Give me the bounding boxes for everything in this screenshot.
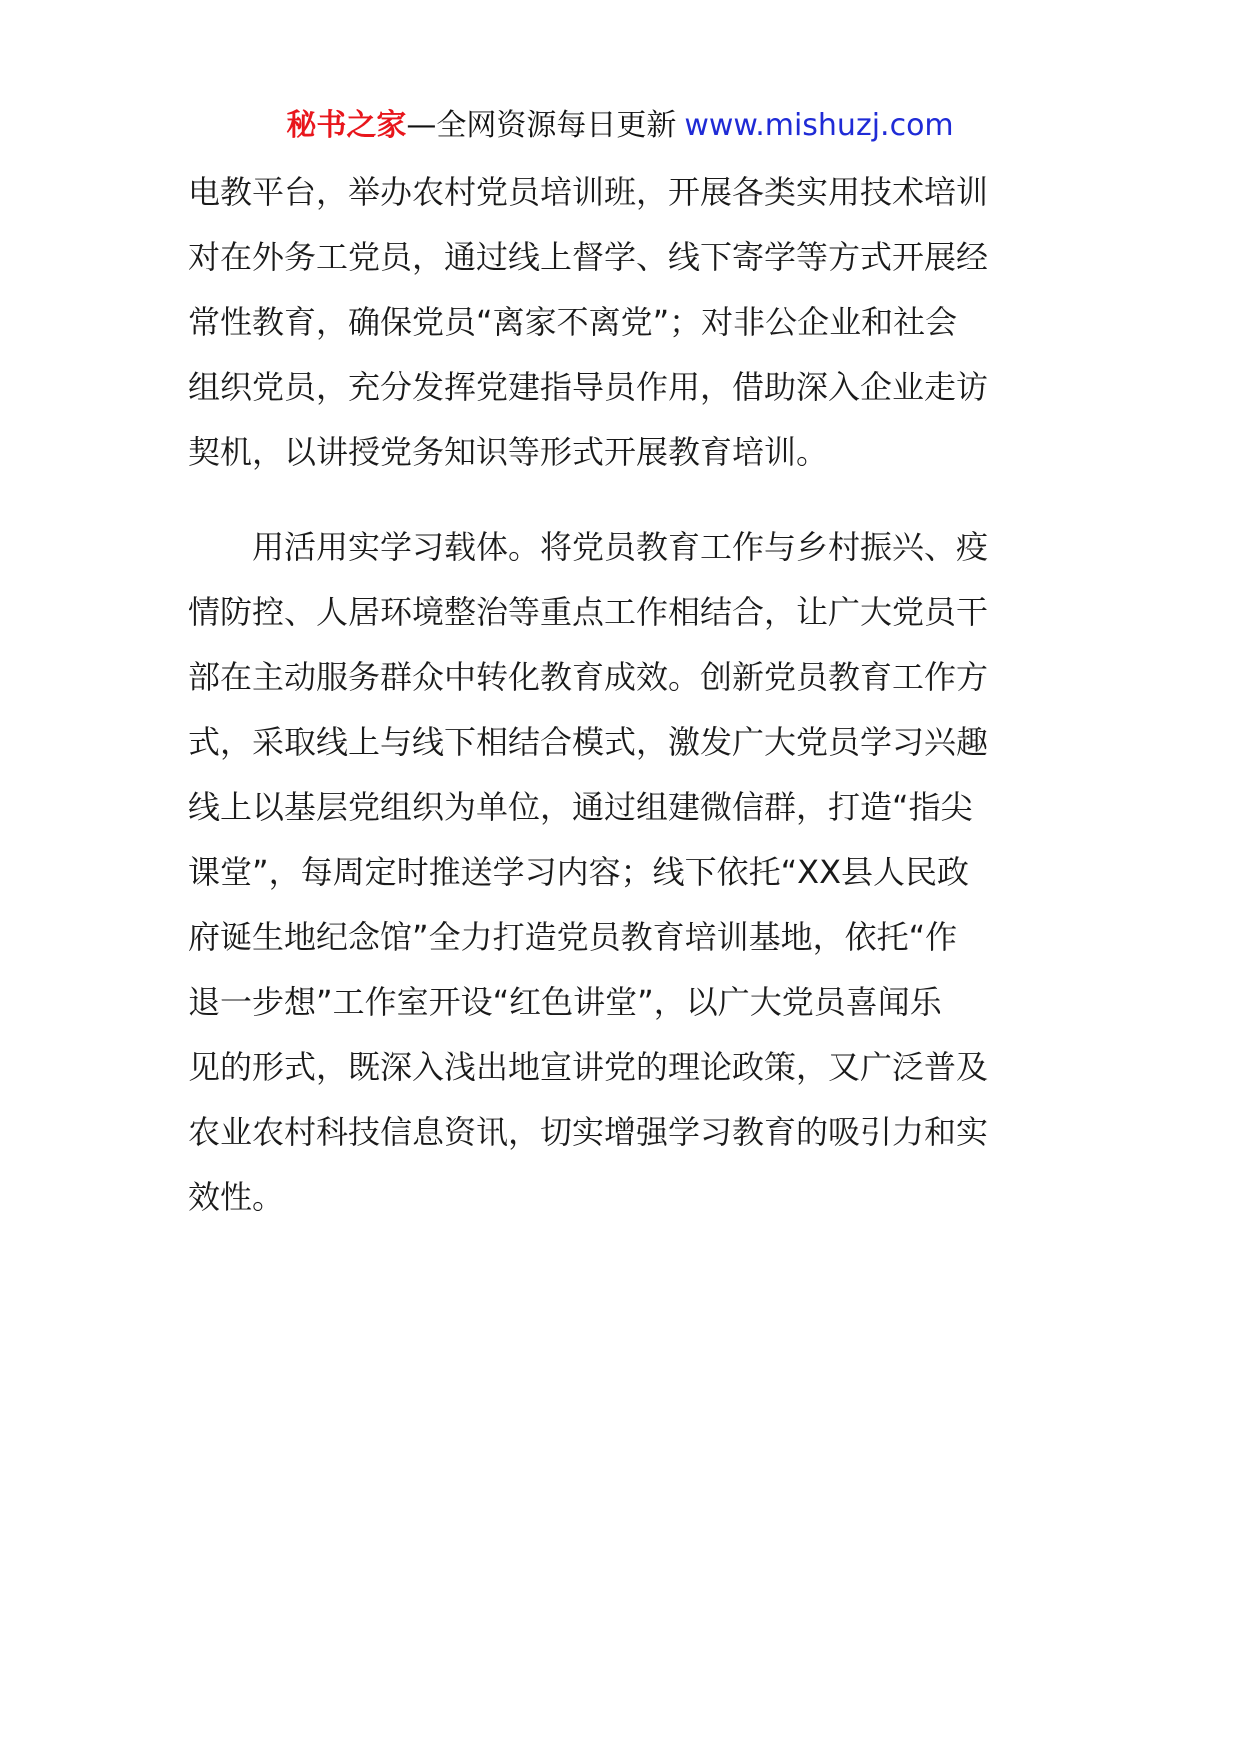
text-line: 组织党员，充分发挥党建指导员作用，借助深入企业走访: [188, 368, 989, 406]
text-line: 情防控、人居环境整治等重点工作相结合，让广大党员干: [188, 593, 989, 631]
text-line: 契机，以讲授党务知识等形式开展教育培训。: [188, 433, 829, 471]
document-body: [188, 160, 1068, 1230]
header-tagline: —全网资源每日更新: [406, 108, 677, 143]
brand-name: 秘书之家: [286, 108, 407, 143]
text-line: 用活用实学习载体。将党员教育工作与乡村振兴、疫: [188, 528, 989, 566]
paragraph-2: [188, 515, 1068, 1230]
text-line: 对在外务工党员，通过线上督学、线下寄学等方式开展经: [188, 238, 989, 276]
text-line: 课堂”，每周定时推送学习内容；线下依托“XX县人民政: [188, 853, 970, 891]
text-line: 部在主动服务群众中转化教育成效。创新党员教育工作方: [188, 658, 989, 696]
text-line: 式，采取线上与线下相结合模式，激发广大党员学习兴趣: [188, 723, 989, 761]
page-header: [0, 106, 1240, 146]
text-line: 府诞生地纪念馆”全力打造党员教育培训基地，依托“作: [188, 918, 958, 956]
text-line: 见的形式，既深入浅出地宣讲党的理论政策，又广泛普及: [188, 1048, 989, 1086]
text-line: 农业农村科技信息资讯，切实增强学习教育的吸引力和实: [188, 1113, 989, 1151]
text-line: 退一步想”工作室开设“红色讲堂”，以广大党员喜闻乐: [188, 983, 942, 1021]
paragraph-spacer: [188, 485, 1068, 515]
text-line: 常性教育，确保党员“离家不离党”；对非公企业和社会: [188, 303, 958, 341]
text-line: 线上以基层党组织为单位，通过组建微信群，打造“指尖: [188, 788, 973, 826]
text-line: 电教平台，举办农村党员培训班，开展各类实用技术培训: [188, 173, 989, 211]
site-url-link[interactable]: www.mishuzj.com: [684, 108, 954, 143]
text-line: 效性。: [188, 1178, 285, 1216]
paragraph-1: [188, 160, 1068, 485]
